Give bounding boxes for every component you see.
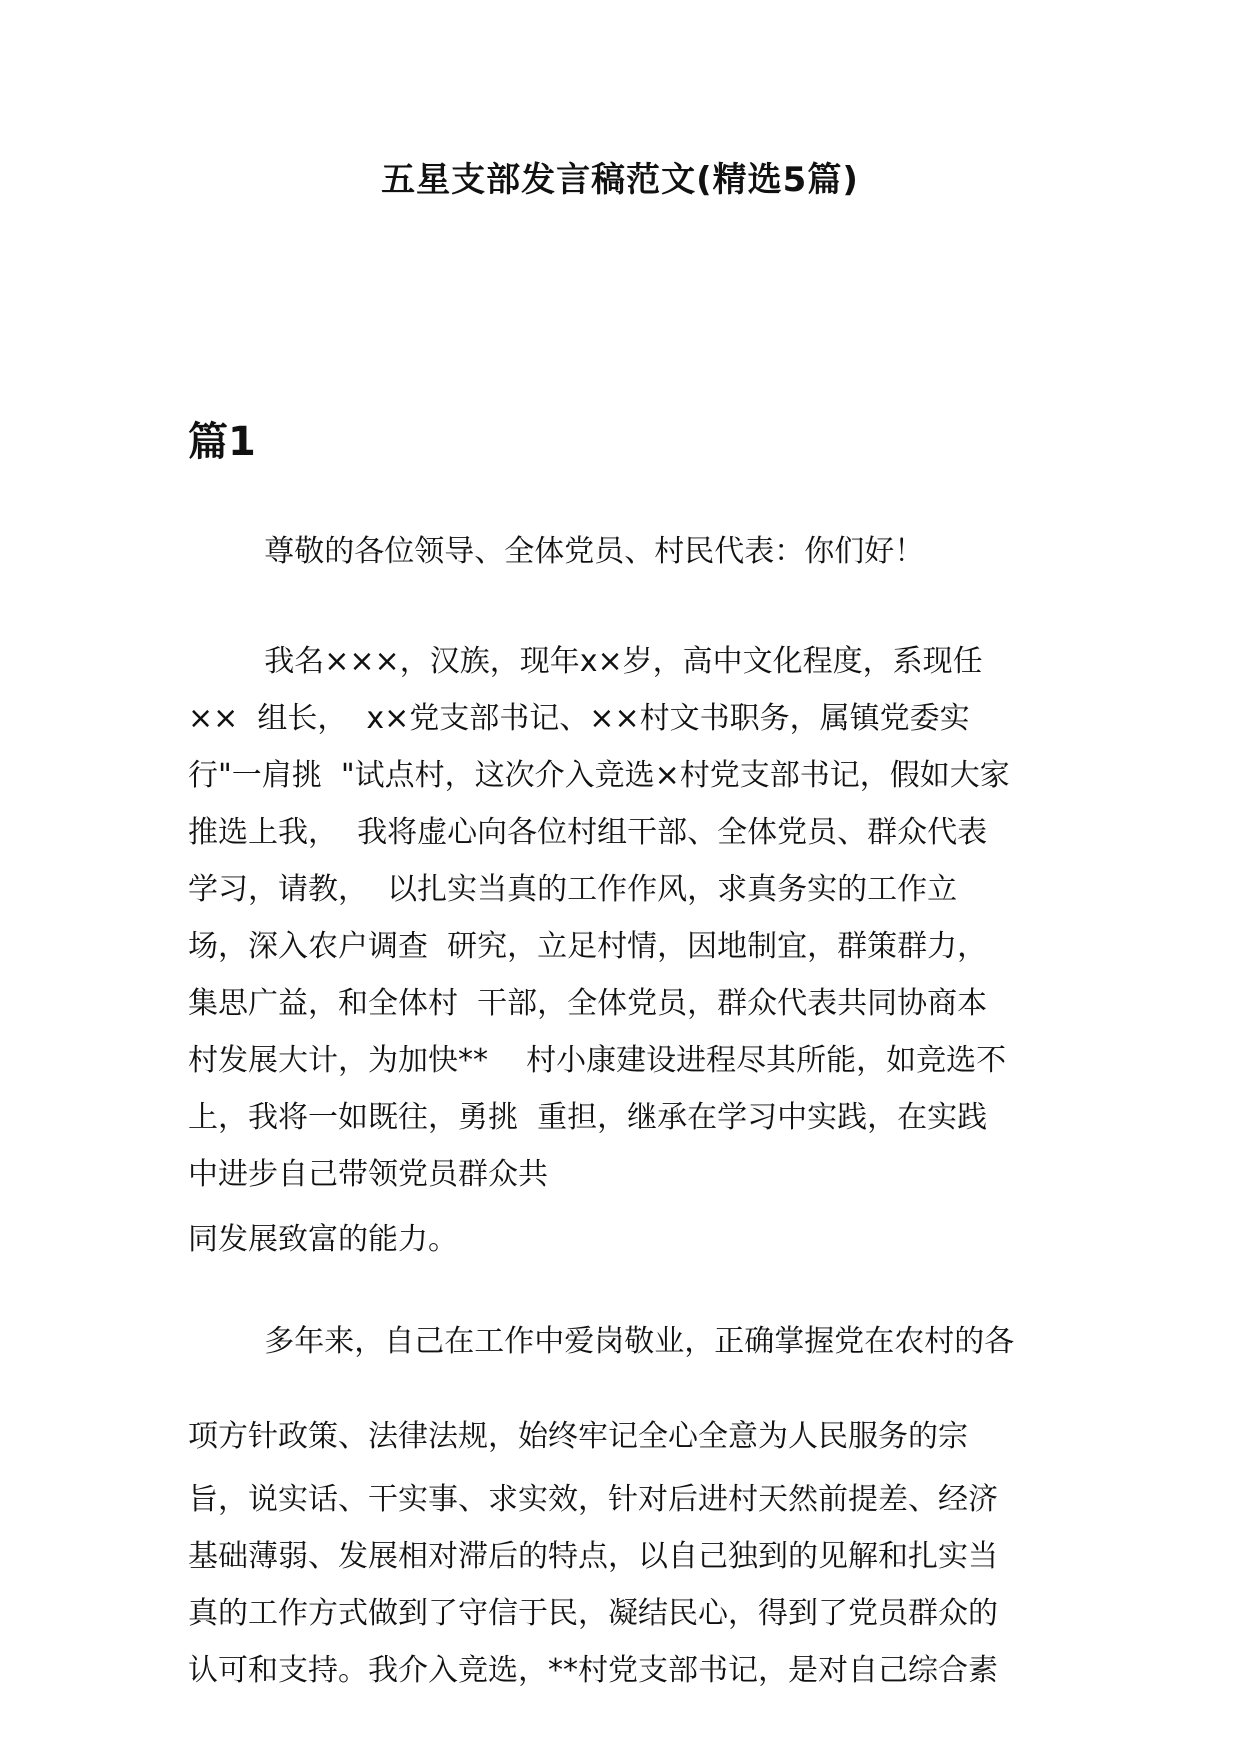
body-line: 推选上我， 我将虚心向各位村组干部、全体党员、群众代表 [188,815,988,850]
body-line: ×× 组长， x×党支部书记、××村文书职务，属镇党委实 [188,701,970,736]
body-line: 中进步自己带领党员群众共 [188,1157,548,1192]
body-line: 行"一肩挑 "试点村，这次介入竞选×村党支部书记，假如大家 [188,758,1010,793]
body-line: 同发展致富的能力。 [188,1222,458,1257]
body-line: 真的工作方式做到了守信于民，凝结民心，得到了党员群众的 [188,1596,998,1631]
body-line: 旨，说实话、干实事、求实效，针对后进村天然前提差、经济 [188,1482,998,1517]
body-line: 场，深入农户调查 研究，立足村情，因地制宜，群策群力， [188,929,988,964]
body-line: 我名×××，汉族，现年x×岁，高中文化程度，系现任 [188,644,983,679]
body-line-greeting: 尊敬的各位领导、全体党员、村民代表：你们好！ [188,534,925,569]
body-line: 多年来，自己在工作中爱岗敬业，正确掌握党在农村的各 [188,1324,1015,1359]
body-line: 村发展大计，为加快** 村小康建设进程尽其所能，如竞选不 [188,1043,1007,1078]
document-title: 五星支部发言稿范文(精选5篇) [381,160,859,200]
body-line: 项方针政策、法律法规，始终牢记全心全意为人民服务的宗 [188,1419,968,1454]
body-line: 上，我将一如既往，勇挑 重担，继承在学习中实践，在实践 [188,1100,988,1135]
body-line: 认可和支持。我介入竞选，**村党支部书记，是对自己综合素 [188,1653,998,1688]
section-heading: 篇1 [188,419,256,465]
body-line: 学习，请教， 以扎实当真的工作作风，求真务实的工作立 [188,872,958,907]
body-line: 集思广益，和全体村 干部，全体党员，群众代表共同协商本 [188,986,988,1021]
body-line: 基础薄弱、发展相对滞后的特点，以自己独到的见解和扎实当 [188,1539,998,1574]
